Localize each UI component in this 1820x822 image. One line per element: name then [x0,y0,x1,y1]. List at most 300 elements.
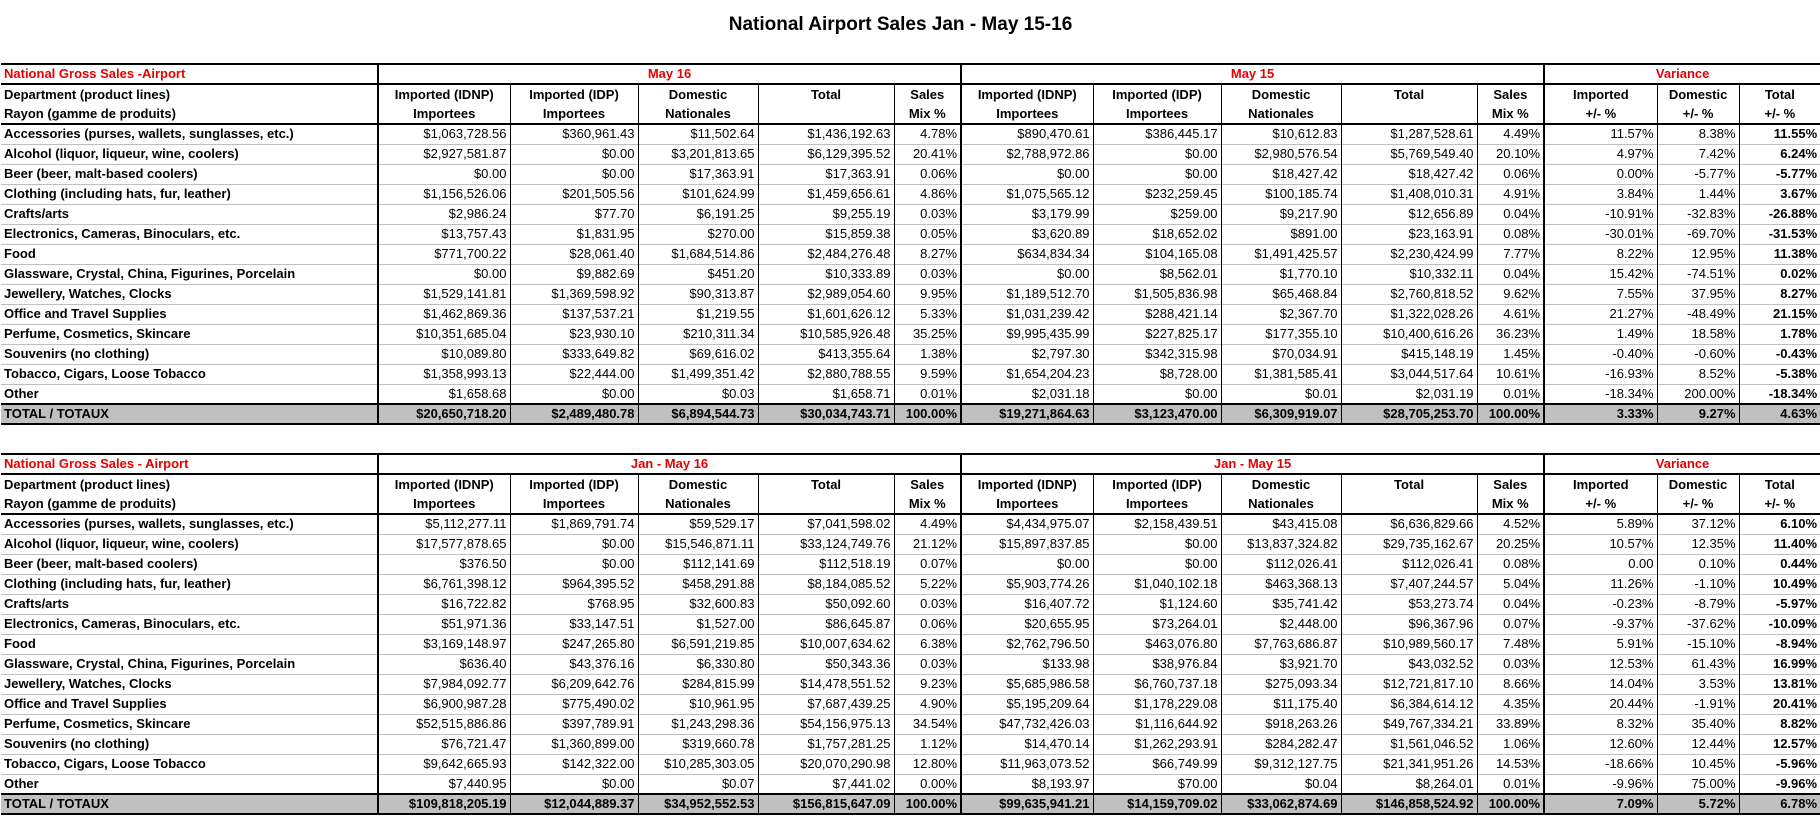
table-cell: $288,421.14 [1093,304,1221,324]
table-cell: $17,363.91 [638,164,758,184]
table-cell: $6,761,398.12 [378,574,510,594]
table-cell: -5.96% [1739,754,1820,774]
table-cell: $32,600.83 [638,594,758,614]
table-cell: $1,156,526.06 [378,184,510,204]
table-cell: $1,287,528.61 [1341,124,1477,144]
table-cell: -5.38% [1739,364,1820,384]
table-cell: $247,265.80 [510,634,638,654]
table-cell: -0.60% [1657,344,1739,364]
table-cell: $0.00 [510,774,638,794]
table-row [1,324,1820,344]
table-cell: 5.89% [1544,514,1657,534]
column-header-row [1,474,1820,494]
table-cell: $70,034.91 [1221,344,1341,364]
table-cell: 4.90% [894,694,961,714]
table-cell: $2,989,054.60 [758,284,894,304]
table-cell: -0.40% [1544,344,1657,364]
table-cell: $634,834.34 [961,244,1093,264]
table-cell: $1,831.95 [510,224,638,244]
table-cell: $8,184,085.52 [758,574,894,594]
table-cell: $49,767,334.21 [1341,714,1477,734]
table-cell: $3,201,813.65 [638,144,758,164]
table-row [1,574,1820,594]
column-header-row [1,84,1820,104]
table-cell: $342,315.98 [1093,344,1221,364]
table-row [1,634,1820,654]
table-cell: 0.04% [1477,264,1544,284]
table-cell: $0.04 [1221,774,1341,794]
table-cell: $1,869,791.74 [510,514,638,534]
table-cell: -9.96% [1544,774,1657,794]
table-cell: -9.37% [1544,614,1657,634]
table-cell: $10,400,616.26 [1341,324,1477,344]
table-cell: $2,762,796.50 [961,634,1093,654]
table-cell: $112,026.41 [1221,554,1341,574]
table-cell: $6,760,737.18 [1093,674,1221,694]
column-header: Mix % [1477,494,1544,514]
table-cell: $397,789.91 [510,714,638,734]
table-cell: 10.57% [1544,534,1657,554]
table-cell: -5.77% [1739,164,1820,184]
total-cell: $19,271,864.63 [961,404,1093,424]
table-cell: 0.03% [894,204,961,224]
table-cell: $7,687,439.25 [758,694,894,714]
column-header: Rayon (gamme de produits) [1,494,378,514]
table-cell: $964,395.52 [510,574,638,594]
column-header: Importees [378,494,510,514]
table-cell: 4.97% [1544,144,1657,164]
table-cell: 8.27% [894,244,961,264]
table-cell: $333,649.82 [510,344,638,364]
column-header: Mix % [894,104,961,124]
table-cell: 21.15% [1739,304,1820,324]
table-cell: $6,191.25 [638,204,758,224]
table-cell: $2,448.00 [1221,614,1341,634]
table-cell: $5,685,986.58 [961,674,1093,694]
table-cell: 8.82% [1739,714,1820,734]
total-cell: $12,044,889.37 [510,794,638,814]
table-cell: $1,757,281.25 [758,734,894,754]
table-cell: $376.50 [378,554,510,574]
table-cell: 5.33% [894,304,961,324]
table-cell: $35,741.42 [1221,594,1341,614]
table-cell: 4.61% [1477,304,1544,324]
table-cell: 11.40% [1739,534,1820,554]
table-cell: $104,165.08 [1093,244,1221,264]
table-cell: $284,815.99 [638,674,758,694]
column-header: Imported [1544,84,1657,104]
table-cell: $5,769,549.40 [1341,144,1477,164]
table-cell: 0.01% [1477,384,1544,404]
table-cell: $1,601,626.12 [758,304,894,324]
table-cell: 20.10% [1477,144,1544,164]
table-cell: $1,658.71 [758,384,894,404]
table-cell: $201,505.56 [510,184,638,204]
total-cell: 4.63% [1739,404,1820,424]
table-row [1,534,1820,554]
table-cell: 10.61% [1477,364,1544,384]
table-cell: $6,900,987.28 [378,694,510,714]
table-cell: 4.91% [1477,184,1544,204]
table-cell: $1,408,010.31 [1341,184,1477,204]
table-cell: $1,436,192.63 [758,124,894,144]
column-header: Domestic [1657,84,1739,104]
total-cell: $34,952,552.53 [638,794,758,814]
table-cell: $0.07 [638,774,758,794]
department-label: Clothing (including hats, fur, leather) [1,184,378,204]
table-cell: $2,927,581.87 [378,144,510,164]
table-cell: $636.40 [378,654,510,674]
table-cell: $0.00 [1093,554,1221,574]
column-header: Total [758,474,894,494]
total-cell: $33,062,874.69 [1221,794,1341,814]
table-cell: 9.95% [894,284,961,304]
table-cell: 7.77% [1477,244,1544,264]
table-row [1,554,1820,574]
total-label: TOTAL / TOTAUX [1,794,378,814]
table-cell: $1,031,239.42 [961,304,1093,324]
table-cell: $7,407,244.57 [1341,574,1477,594]
total-cell: 6.78% [1739,794,1820,814]
section-title: National Gross Sales - Airport [1,454,378,474]
table-cell: 3.84% [1544,184,1657,204]
table-cell: $6,636,829.66 [1341,514,1477,534]
table-cell: $15,546,871.11 [638,534,758,554]
table-cell: $76,721.47 [378,734,510,754]
table-cell: 6.24% [1739,144,1820,164]
table-cell: $2,788,972.86 [961,144,1093,164]
table-cell: $5,903,774.26 [961,574,1093,594]
column-header: Imported (IDNP) [961,474,1093,494]
table-cell: 0.44% [1739,554,1820,574]
column-header: +/- % [1657,494,1739,514]
table-cell: 11.55% [1739,124,1820,144]
total-cell: $6,894,544.73 [638,404,758,424]
table-cell: $6,129,395.52 [758,144,894,164]
department-label: Office and Travel Supplies [1,304,378,324]
table-cell: 3.53% [1657,674,1739,694]
table-cell: $65,468.84 [1221,284,1341,304]
table-cell: 35.25% [894,324,961,344]
table-cell: $20,070,290.98 [758,754,894,774]
department-label: Souvenirs (no clothing) [1,734,378,754]
table-cell: $9,255.19 [758,204,894,224]
table-cell: -15.10% [1657,634,1739,654]
table-cell: $259.00 [1093,204,1221,224]
table-cell: -8.79% [1657,594,1739,614]
table-cell: 4.49% [894,514,961,534]
department-label: Accessories (purses, wallets, sunglasses, etc.) [1,514,378,534]
total-cell: $20,650,718.20 [378,404,510,424]
table-cell: $360,961.43 [510,124,638,144]
department-label: Tobacco, Cigars, Loose Tobacco [1,364,378,384]
table-cell: $9,217.90 [1221,204,1341,224]
column-header: Total [1739,84,1820,104]
table-cell: $54,156,975.13 [758,714,894,734]
table-cell: $10,585,926.48 [758,324,894,344]
table-cell: $86,645.87 [758,614,894,634]
table-cell: $14,478,551.52 [758,674,894,694]
variance-header: Variance [1544,64,1820,84]
column-header: Nationales [1221,494,1341,514]
table-cell: 0.04% [1477,204,1544,224]
table-cell: -10.91% [1544,204,1657,224]
column-header: Imported (IDNP) [378,474,510,494]
table-cell: 21.27% [1544,304,1657,324]
table-cell: -30.01% [1544,224,1657,244]
table-cell: $8,728.00 [1093,364,1221,384]
table-cell: $0.00 [1093,164,1221,184]
period-b-header: May 15 [961,64,1544,84]
department-label: Electronics, Cameras, Binoculars, etc. [1,224,378,244]
table-cell: $18,652.02 [1093,224,1221,244]
column-header [1341,104,1477,124]
table-row [1,514,1820,534]
table-cell: $2,484,276.48 [758,244,894,264]
column-header: +/- % [1739,104,1820,124]
column-header: +/- % [1544,104,1657,124]
table-cell: 15.42% [1544,264,1657,284]
table-cell: $0.00 [510,554,638,574]
table-cell: 12.57% [1739,734,1820,754]
table-cell: 11.57% [1544,124,1657,144]
column-header: Importees [510,494,638,514]
total-cell: $28,705,253.70 [1341,404,1477,424]
table-cell: $275,093.34 [1221,674,1341,694]
table-cell: $0.00 [378,264,510,284]
table-cell: 4.52% [1477,514,1544,534]
table-cell: 1.49% [1544,324,1657,344]
table-cell: 9.59% [894,364,961,384]
table-cell: $29,735,162.67 [1341,534,1477,554]
table-cell: 4.35% [1477,694,1544,714]
table-cell: $7,984,092.77 [378,674,510,694]
table-cell: 11.38% [1739,244,1820,264]
department-label: Accessories (purses, wallets, sunglasses, etc.) [1,124,378,144]
department-label: Souvenirs (no clothing) [1,344,378,364]
table-cell: -48.49% [1657,304,1739,324]
table-cell: $112,518.19 [758,554,894,574]
table-cell: 8.52% [1657,364,1739,384]
total-cell: 100.00% [894,404,961,424]
table-cell: $10,989,560.17 [1341,634,1477,654]
column-header-row [1,104,1820,124]
table-cell: $8,264.01 [1341,774,1477,794]
table-cell: $0.00 [1093,534,1221,554]
table-cell: $1,075,565.12 [961,184,1093,204]
department-label: Tobacco, Cigars, Loose Tobacco [1,754,378,774]
table-cell: $133.98 [961,654,1093,674]
table-cell: $1,243,298.36 [638,714,758,734]
table-cell: $77.70 [510,204,638,224]
column-header: Total [758,84,894,104]
table-cell: $7,441.02 [758,774,894,794]
table-cell: $227,825.17 [1093,324,1221,344]
table-cell: 0.07% [1477,614,1544,634]
column-header [758,494,894,514]
table-cell: $21,341,951.26 [1341,754,1477,774]
column-header: Mix % [1477,104,1544,124]
table-cell: 11.26% [1544,574,1657,594]
table-cell: $12,721,817.10 [1341,674,1477,694]
table-cell: $0.00 [961,554,1093,574]
column-header: Nationales [638,494,758,514]
total-cell: $146,858,524.92 [1341,794,1477,814]
table-cell: 14.04% [1544,674,1657,694]
table-cell: 7.48% [1477,634,1544,654]
table-cell: 13.81% [1739,674,1820,694]
table-cell: $768.95 [510,594,638,614]
table-cell: 0.03% [894,594,961,614]
table-cell: $0.00 [961,264,1093,284]
column-header: +/- % [1657,104,1739,124]
table-cell: $1,322,028.26 [1341,304,1477,324]
table-cell: $10,961.95 [638,694,758,714]
table-row [1,124,1820,144]
department-label: Perfume, Cosmetics, Skincare [1,324,378,344]
table-row [1,364,1820,384]
table-cell: $918,263.26 [1221,714,1341,734]
table-cell: $43,415.08 [1221,514,1341,534]
table-cell: 5.22% [894,574,961,594]
total-cell: $109,818,205.19 [378,794,510,814]
table-cell: $0.00 [1093,384,1221,404]
table-cell: $59,529.17 [638,514,758,534]
table-cell: 0.04% [1477,594,1544,614]
table-cell: 16.99% [1739,654,1820,674]
department-label: Crafts/arts [1,204,378,224]
period-header-row [1,64,1820,84]
table-cell: 75.00% [1657,774,1739,794]
table-cell: $9,995,435.99 [961,324,1093,344]
table-cell: $9,312,127.75 [1221,754,1341,774]
total-row [1,404,1820,424]
table-cell: 0.02% [1739,264,1820,284]
table-cell: 0.06% [1477,164,1544,184]
column-header-row [1,494,1820,514]
table-row [1,674,1820,694]
table-cell: $2,797.30 [961,344,1093,364]
table-cell: $17,577,878.65 [378,534,510,554]
column-header: Importees [1093,494,1221,514]
table-cell: 6.10% [1739,514,1820,534]
table-cell: 1.45% [1477,344,1544,364]
table-cell: $52,515,886.86 [378,714,510,734]
table-cell: $3,169,148.97 [378,634,510,654]
table-cell: -5.97% [1739,594,1820,614]
table-cell: -69.70% [1657,224,1739,244]
table-cell: $1,063,728.56 [378,124,510,144]
column-header: Sales [1477,474,1544,494]
table-cell: $43,376.16 [510,654,638,674]
column-header: Domestic [638,84,758,104]
column-header: Mix % [894,494,961,514]
table-cell: $1,358,993.13 [378,364,510,384]
table-cell: 6.38% [894,634,961,654]
column-header: Domestic [1221,474,1341,494]
table-cell: $1,527.00 [638,614,758,634]
table-cell: -31.53% [1739,224,1820,244]
table-cell: -16.93% [1544,364,1657,384]
department-label: Beer (beer, malt-based coolers) [1,554,378,574]
table-cell: 1.06% [1477,734,1544,754]
table-cell: 37.95% [1657,284,1739,304]
period-a-header: May 16 [378,64,961,84]
table-cell: $23,163.91 [1341,224,1477,244]
column-header: Nationales [1221,104,1341,124]
table-cell: $18,427.42 [1341,164,1477,184]
table-cell: $11,175.40 [1221,694,1341,714]
table-cell: 8.27% [1739,284,1820,304]
table-cell: $47,732,426.03 [961,714,1093,734]
table-cell: $20,655.95 [961,614,1093,634]
table-cell: 1.78% [1739,324,1820,344]
table-cell: $90,313.87 [638,284,758,304]
department-label: Jewellery, Watches, Clocks [1,284,378,304]
table-cell: $33,124,749.76 [758,534,894,554]
table-cell: $137,537.21 [510,304,638,324]
table-cell: $2,158,439.51 [1093,514,1221,534]
total-cell: $2,489,480.78 [510,404,638,424]
table-cell: $463,368.13 [1221,574,1341,594]
table-cell: $0.00 [510,144,638,164]
table-cell: $11,963,073.52 [961,754,1093,774]
table-cell: $96,367.96 [1341,614,1477,634]
table-cell: $6,591,219.85 [638,634,758,654]
column-header: Importees [961,494,1093,514]
table-cell: $3,921.70 [1221,654,1341,674]
table-cell: $3,044,517.64 [1341,364,1477,384]
table-cell: $1,040,102.18 [1093,574,1221,594]
table-cell: $8,562.01 [1093,264,1221,284]
table-cell: 20.41% [894,144,961,164]
table-cell: $2,986.24 [378,204,510,224]
column-header: Imported (IDNP) [961,84,1093,104]
table-cell: 0.08% [1477,224,1544,244]
table-cell: $451.20 [638,264,758,284]
column-header: Sales [1477,84,1544,104]
table-cell: $270.00 [638,224,758,244]
column-header: Imported (IDP) [510,84,638,104]
table-cell: -74.51% [1657,264,1739,284]
table-cell: $2,031.18 [961,384,1093,404]
table-cell: 0.03% [1477,654,1544,674]
column-header: +/- % [1739,494,1820,514]
table-cell: $2,880,788.55 [758,364,894,384]
table-cell: 21.12% [894,534,961,554]
table-cell: $142,322.00 [510,754,638,774]
column-header: Imported (IDP) [1093,84,1221,104]
section-title: National Gross Sales -Airport [1,64,378,84]
table-cell: 0.01% [894,384,961,404]
table-row [1,224,1820,244]
table-cell: $15,859.38 [758,224,894,244]
total-cell: 100.00% [1477,404,1544,424]
table-cell: $50,343.36 [758,654,894,674]
table-cell: 12.95% [1657,244,1739,264]
column-header: Rayon (gamme de produits) [1,104,378,124]
table-cell: $319,660.78 [638,734,758,754]
table-cell: -18.66% [1544,754,1657,774]
table-cell: 35.40% [1657,714,1739,734]
table-cell: 5.04% [1477,574,1544,594]
table-cell: $0.01 [1221,384,1341,404]
period-b-header: Jan - May 15 [961,454,1544,474]
total-cell: $6,309,919.07 [1221,404,1341,424]
table-cell: $232,259.45 [1093,184,1221,204]
table-cell: 36.23% [1477,324,1544,344]
table-cell: -0.43% [1739,344,1820,364]
